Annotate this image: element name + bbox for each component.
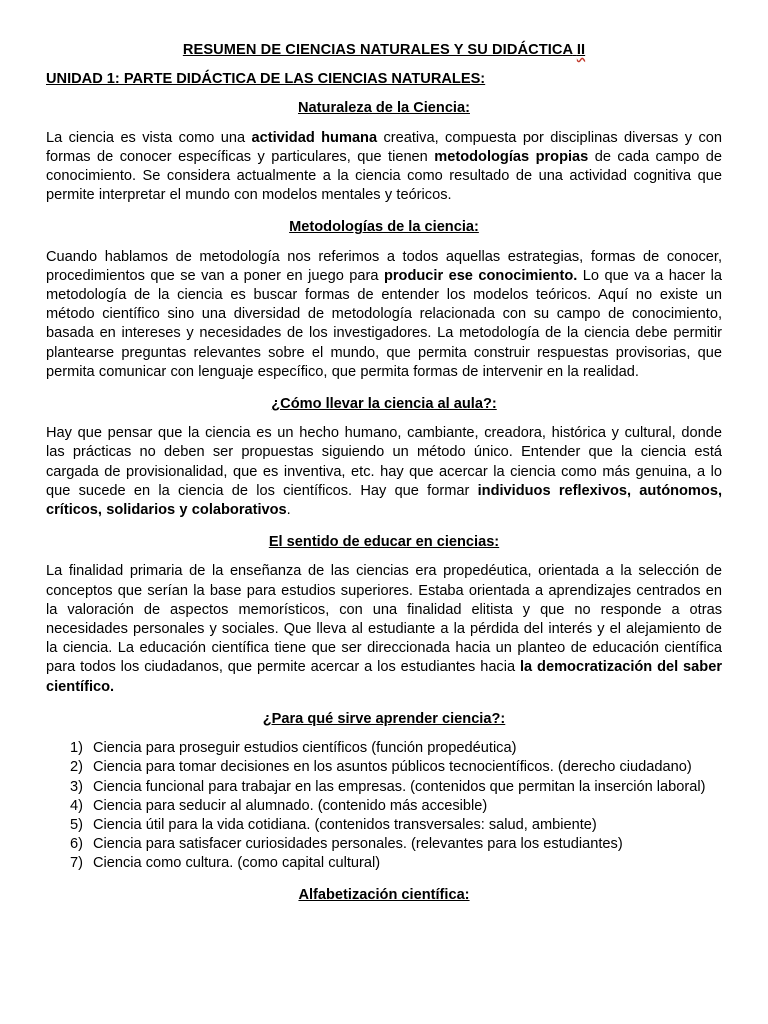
list-item (46, 797, 722, 816)
document-title (46, 41, 722, 60)
title-text: RESUMEN DE CIENCIAS NATURALES Y SU DIDÁCTICA (182, 42, 573, 58)
list-number: 4) (70, 797, 83, 814)
list-text: Ciencia para satisfacer curiosidades personales. (relevantes para los estudiantes) (93, 836, 623, 853)
list-text: Ciencia para proseguir estudios científicos (función propedéutica) (93, 740, 517, 757)
section-heading-alfabetizacion: Alfabetización científica: (298, 886, 470, 903)
purposes-list (46, 739, 722, 873)
text-run: . (286, 502, 291, 519)
list-text: Ciencia para seducir al alumnado. (contenido más accesible) (93, 797, 488, 814)
text-run: La finalidad primaria de la enseñanza de las ciencias era propedéutica, orientada a la selección de conceptos que serían la base para estudios superiores. Estaba orientada a aprendizajes centrados en la valoración de aspectos memorísticos, con una finalidad elitista y que no responde a otras necesidades personales y sociales. Que lleva al estudiante a la pérdida del interés y el alejamiento de la ciencia. La educación científica tiene que ser direccionada hacia un planteo de educación científica para todos los ciudadanos, que permite acercar a los estudiantes hacia (46, 563, 722, 676)
section-heading-naturaleza: Naturaleza de la Ciencia: (298, 100, 470, 117)
list-number: 5) (70, 816, 83, 833)
text-run: de cada campo de conocimiento. Se considera actualmente a la ciencia como resultado de una actividad cognitiva que permite interpretar el mundo con modelos mentales y teóricos. (46, 148, 722, 204)
list-number: 2) (70, 759, 83, 776)
section-heading-metodologias: Metodologías de la ciencia: (289, 219, 479, 236)
title-roman-numeral: II (576, 42, 586, 58)
text-run: La ciencia es vista como una (46, 129, 252, 146)
list-item (46, 854, 722, 873)
list-number: 1) (70, 740, 83, 757)
bold-run: producir ese conocimiento. (383, 267, 578, 284)
section-heading-para-que: ¿Para qué sirve aprender ciencia?: (262, 710, 506, 727)
list-text: Ciencia funcional para trabajar en las empresas. (contenidos que permitan la inserción laboral) (93, 778, 706, 795)
section-heading-aula: ¿Cómo llevar la ciencia al aula?: (271, 396, 497, 413)
list-number: 6) (70, 836, 83, 853)
list-item (46, 758, 722, 777)
list-number: 3) (70, 778, 83, 795)
text-run: Lo que va a hacer la metodología de la ciencia es buscar formas de entender los modelos teóricos. Aquí no existe un método científico sino una diversidad de metodología relacionada con su campo de conocimiento, basada en intereses y necesidades de los investigadores. La metodología de la ciencia debe permitir plantearse preguntas relevantes sobre el mundo, que permita construir respuestas provisorias, que permita comunicar con lenguaje específico, que permita formas de intervenir en la realidad. (46, 267, 723, 380)
list-text: Ciencia útil para la vida cotidiana. (contenidos transversales: salud, ambiente) (93, 816, 597, 833)
text-run: creativa, compuesta por disciplinas diversas y con formas de conocer específicas y particulares, que tienen (46, 129, 722, 165)
list-item (46, 816, 722, 835)
paragraph-sentido (46, 562, 722, 696)
paragraph-naturaleza (46, 129, 722, 206)
bold-run: la democratización del saber científico. (46, 659, 722, 695)
paragraph-aula (46, 424, 722, 520)
bold-run: actividad humana (251, 129, 378, 146)
list-text: Ciencia como cultura. (como capital cultural) (93, 855, 381, 872)
paragraph-metodologias (46, 248, 722, 382)
text-run: Cuando hablamos de metodología nos referimos a todos aquellas estrategias, formas de conocer, procedimientos que se van a poner en juego para (46, 248, 722, 284)
list-text: Ciencia para tomar decisiones en los asuntos públicos tecnocientíficos. (derecho ciudadano) (93, 759, 692, 776)
list-item (46, 739, 722, 758)
unit-heading: UNIDAD 1: PARTE DIDÁCTICA DE LAS CIENCIAS NATURALES: (46, 71, 486, 88)
bold-run: individuos reflexivos, autónomos, críticos, solidarios y colaborativos (46, 482, 722, 519)
text-run: Hay que pensar que la ciencia es un hecho humano, cambiante, creadora, histórica y cultural, donde las prácticas no deben ser propuestas siguiendo un método único. Entender que la ciencia está cargada de provisionalidad, que es inventiva, etc. hay que acercar la ciencia como más genuina, a lo que sucede en la ciencia de los científicos. Hay que formar (46, 425, 722, 499)
list-number: 7) (70, 855, 83, 872)
bold-run: metodologías propias (434, 148, 589, 165)
list-item (46, 778, 722, 797)
list-item (46, 835, 722, 854)
section-heading-sentido: El sentido de educar en ciencias: (268, 534, 500, 551)
